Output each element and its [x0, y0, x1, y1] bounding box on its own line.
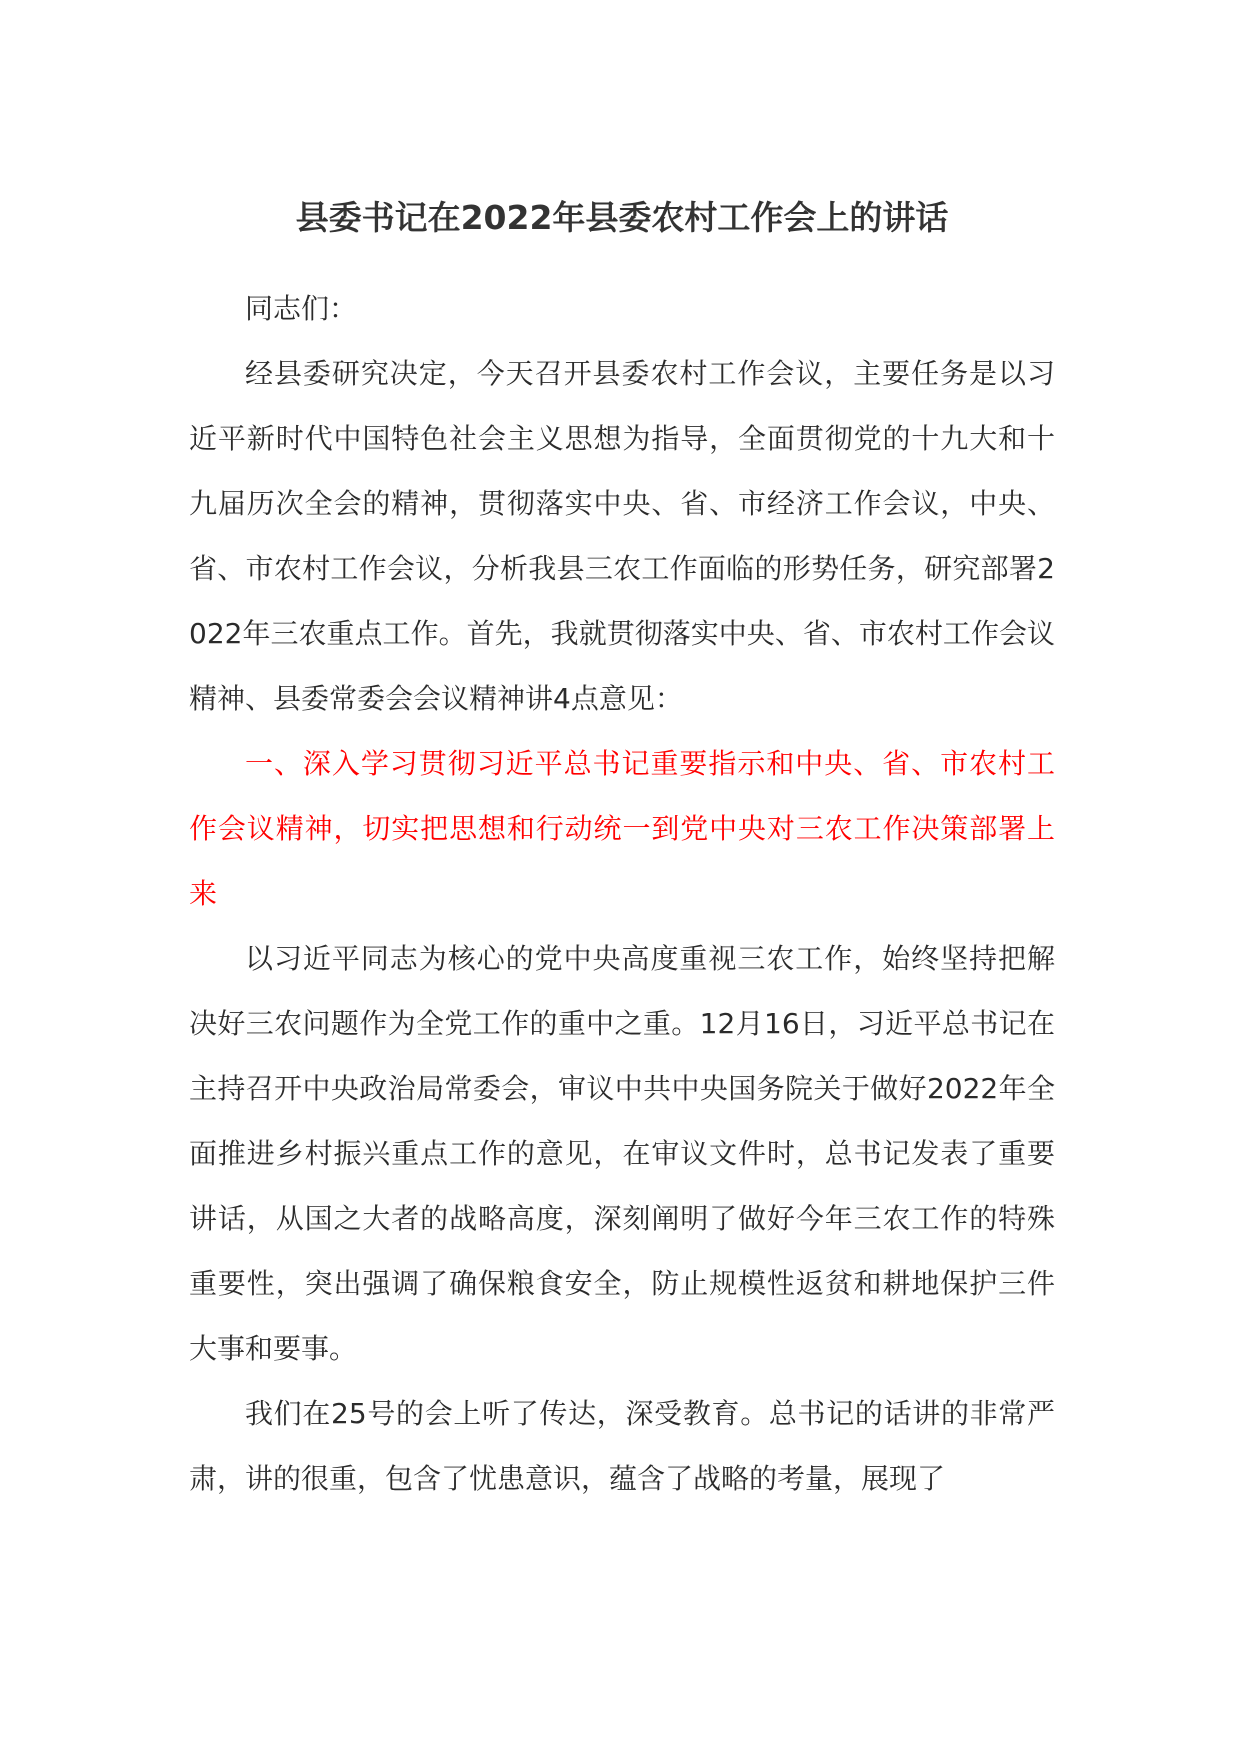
salutation: 同志们：	[245, 292, 358, 325]
body-paragraph-1: 以习近平同志为核心的党中央高度重视三农工作，始终坚持把解决好三农问题作为全党工作的重中之重。12月16日，习近平总书记在主持召开中央政治局常委会，审议中共中央国务院关于做好2022年全面推进乡村振兴重点工作的意见，在审议文件时，总书记发表了重要讲话，从国之大者的战略高度，深刻阐明了做好今年三农工作的特殊重要性，突出强调了确保粮食安全，防止规模性返贫和耕地保护三件大事和要事。	[189, 942, 1055, 1365]
document-body	[189, 194, 1055, 1511]
section-heading-1: 一、深入学习贯彻习近平总书记重要指示和中央、省、市农村工作会议精神，切实把思想和行动统一到党中央对三农工作决策部署上来	[189, 747, 1055, 910]
intro-paragraph: 经县委研究决定，今天召开县委农村工作会议，主要任务是以习近平新时代中国特色社会主义思想为指导，全面贯彻党的十九大和十九届历次全会的精神，贯彻落实中央、省、市经济工作会议，中央、省、市农村工作会议，分析我县三农工作面临的形势任务，研究部署2022年三农重点工作。首先，我就贯彻落实中央、省、市农村工作会议精神、县委常委会会议精神讲4点意见：	[189, 357, 1055, 715]
body-paragraph-2: 我们在25号的会上听了传达，深受教育。总书记的话讲的非常严肃，讲的很重，包含了忧患意识，蕴含了战略的考量，展现了	[189, 1397, 1055, 1495]
document-title: 县委书记在2022年县委农村工作会上的讲话	[295, 198, 949, 237]
